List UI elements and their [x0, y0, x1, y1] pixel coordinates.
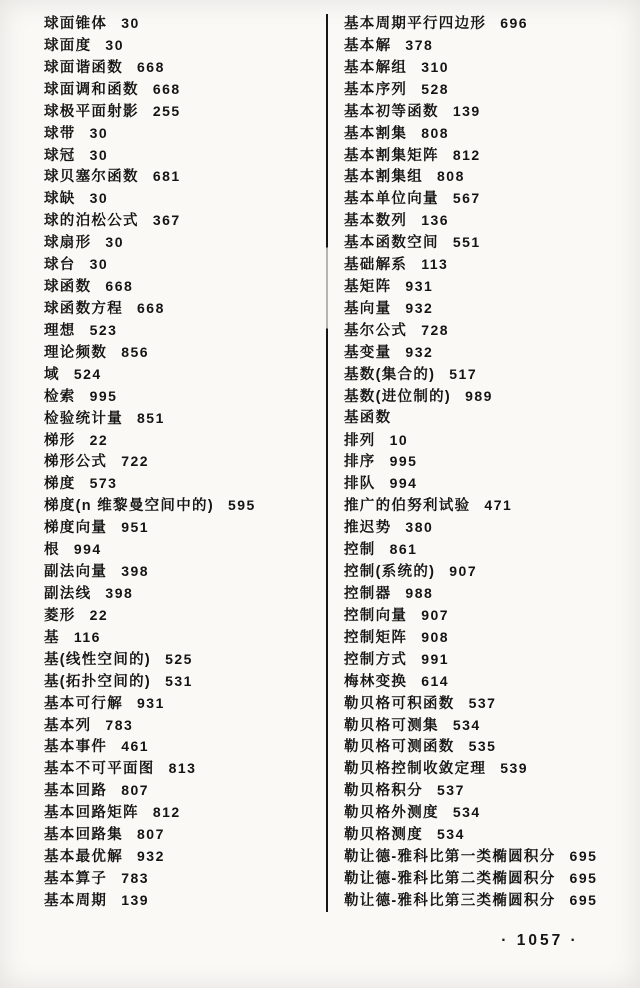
entry-page-number: 807: [121, 782, 150, 799]
entry-term: 副法向量: [44, 564, 108, 581]
index-entry: [344, 210, 638, 232]
entry-term: 基本解组: [344, 59, 408, 76]
entry-page-number: 30: [89, 124, 109, 141]
index-entry: [44, 561, 324, 583]
entry-page-number: 517: [449, 365, 478, 382]
index-entry: [344, 473, 638, 495]
entry-page-number: 696: [500, 15, 529, 31]
entry-term: 基本数列: [344, 213, 408, 230]
entry-term: 基础解系: [344, 257, 408, 274]
index-entry: [344, 232, 638, 254]
entry-page-number: 525: [165, 650, 193, 667]
entry-term: 球贝塞尔函数: [44, 169, 139, 186]
entry-page-number: 995: [89, 387, 118, 404]
entry-term: 控制矩阵: [344, 629, 408, 646]
entry-page-number: 995: [389, 453, 418, 470]
entry-page-number: 989: [465, 387, 493, 404]
entry-term: 梯度: [44, 476, 76, 493]
index-entry: [344, 386, 638, 408]
entry-page-number: 812: [152, 804, 181, 821]
entry-page-number: 30: [89, 256, 109, 273]
entry-term: 控制向量: [344, 607, 408, 624]
index-entry: [344, 868, 638, 890]
index-entry: [44, 342, 324, 364]
entry-term: 控制(系统的): [344, 564, 436, 581]
entry-page-number: 695: [569, 891, 598, 908]
entry-page-number: 932: [405, 299, 434, 316]
entry-page-number: 595: [227, 497, 256, 514]
entry-term: 根: [44, 542, 60, 559]
entry-page-number: 988: [405, 584, 434, 601]
entry-page-number: 113: [421, 256, 449, 273]
entry-page-number: 139: [452, 102, 481, 119]
entry-term: 控制器: [344, 585, 392, 602]
entry-page-number: 994: [73, 541, 102, 558]
index-entry: [44, 539, 324, 561]
entry-term: 梯度(n 维黎曼空间中的): [44, 498, 214, 515]
entry-term: 基变量: [344, 344, 392, 361]
entry-term: 勒让德-雅科比第三类椭圆积分: [344, 892, 556, 909]
entry-page-number: 931: [137, 694, 165, 711]
entry-term: 基矩阵: [344, 279, 392, 296]
index-entry: [344, 320, 638, 342]
entry-page-number: 461: [121, 738, 150, 755]
entry-term: 理想: [44, 322, 76, 339]
entry-term: 基本函数空间: [344, 235, 439, 252]
entry-page-number: 310: [421, 58, 450, 75]
index-entry: [44, 868, 324, 890]
entry-term: 基本列: [44, 717, 92, 734]
entry-page-number: 523: [89, 321, 118, 338]
index-entry: [344, 693, 638, 715]
index-entry: [344, 824, 638, 846]
entry-page-number: 668: [137, 58, 165, 75]
entry-term: 勒贝格可测集: [344, 717, 439, 734]
index-entry: [344, 57, 638, 79]
entry-page-number: 531: [165, 672, 193, 689]
index-entry: [44, 780, 324, 802]
index-entry: [44, 430, 324, 452]
entry-page-number: 668: [137, 299, 165, 316]
entry-term: 勒贝格测度: [344, 827, 423, 844]
entry-term: 勒贝格控制收敛定理: [344, 761, 487, 778]
index-column-right: [344, 13, 638, 912]
entry-term: 基本回路集: [44, 827, 123, 844]
entry-page-number: 932: [405, 343, 434, 360]
entry-page-number: 856: [121, 343, 150, 360]
index-entry: [44, 583, 324, 605]
index-entry: [344, 188, 638, 210]
index-entry: [344, 802, 638, 824]
entry-term: 副法线: [44, 585, 92, 602]
entry-term: 球台: [44, 257, 76, 274]
entry-page-number: 535: [468, 738, 497, 755]
entry-page-number: 668: [105, 278, 134, 295]
entry-page-number: 537: [437, 782, 465, 799]
entry-page-number: 728: [421, 321, 450, 338]
index-entry: [44, 188, 324, 210]
index-entry: [344, 758, 638, 780]
entry-term: 控制: [344, 542, 376, 559]
index-entry: [44, 13, 324, 35]
entry-page-number: 907: [449, 563, 478, 580]
entry-term: 勒让德-雅科比第二类椭圆积分: [344, 870, 556, 887]
entry-term: 基本初等函数: [344, 103, 439, 120]
entry-term: 球缺: [44, 191, 76, 208]
index-entry: [44, 517, 324, 539]
entry-page-number: 136: [421, 212, 450, 229]
entry-page-number: 668: [152, 80, 181, 97]
index-entry: [44, 451, 324, 473]
entry-term: 推迟势: [344, 520, 392, 537]
entry-page-number: 534: [437, 826, 465, 843]
entry-page-number: 30: [121, 15, 140, 31]
index-entry: [44, 671, 324, 693]
index-entry: [344, 495, 638, 517]
entry-page-number: 808: [437, 168, 465, 185]
index-entry: [44, 736, 324, 758]
index-entry: [344, 583, 638, 605]
index-entry: [44, 101, 324, 123]
entry-page-number: 722: [121, 453, 150, 470]
index-entry: [44, 758, 324, 780]
entry-page-number: 255: [152, 102, 181, 119]
entry-term: 球面谐函数: [44, 59, 123, 76]
entry-term: 基本割集组: [344, 169, 423, 186]
entry-term: 推广的伯努利试验: [344, 498, 471, 515]
index-entry: [344, 166, 638, 188]
index-entry: [44, 802, 324, 824]
index-entry: [44, 254, 324, 276]
index-entry: [344, 145, 638, 167]
entry-term: 基本解: [344, 37, 392, 54]
index-entry: [44, 320, 324, 342]
index-entry: [44, 79, 324, 101]
entry-term: 控制方式: [344, 651, 408, 668]
entry-page-number: 367: [152, 212, 181, 229]
index-entry: [344, 627, 638, 649]
entry-page-number: 551: [452, 234, 481, 251]
entry-term: 检索: [44, 388, 76, 405]
entry-page-number: 30: [105, 234, 124, 251]
index-entry: [344, 736, 638, 758]
entry-page-number: 567: [452, 190, 481, 207]
index-entry: [344, 254, 638, 276]
entry-page-number: 812: [452, 146, 481, 163]
entry-term: 基数(集合的): [344, 366, 436, 383]
entry-term: 球冠: [44, 147, 76, 164]
entry-page-number: 851: [137, 409, 165, 426]
entry-term: 球函数: [44, 279, 92, 296]
entry-term: 基本割集矩阵: [344, 147, 439, 164]
entry-term: 基本不可平面图: [44, 761, 155, 778]
entry-term: 基本可行解: [44, 695, 123, 712]
index-entry: [344, 715, 638, 737]
entry-term: 基本序列: [344, 81, 408, 98]
entry-page-number: 116: [73, 628, 101, 645]
entry-term: 域: [44, 366, 60, 383]
entry-page-number: 614: [421, 672, 450, 689]
index-entry: [44, 57, 324, 79]
entry-page-number: 573: [89, 475, 118, 492]
index-entry: [44, 890, 324, 912]
entry-page-number: 524: [73, 365, 102, 382]
entry-term: 梯度向量: [44, 520, 108, 537]
entry-term: 基本回路矩阵: [44, 805, 139, 822]
entry-term: 球带: [44, 125, 76, 142]
index-entry: [344, 780, 638, 802]
entry-page-number: 994: [389, 475, 418, 492]
entry-term: 基本单位向量: [344, 191, 439, 208]
entry-term: 球面调和函数: [44, 81, 139, 98]
entry-page-number: 139: [121, 891, 150, 908]
entry-term: 勒贝格可积函数: [344, 695, 455, 712]
index-entry: [44, 123, 324, 145]
entry-page-number: 22: [89, 606, 109, 623]
entry-term: 基本最优解: [44, 849, 123, 866]
entry-page-number: 30: [105, 36, 124, 53]
entry-page-number: 528: [421, 80, 450, 97]
entry-page-number: 908: [421, 628, 450, 645]
entry-page-number: 695: [569, 848, 598, 865]
entry-term: 勒贝格外测度: [344, 805, 439, 822]
index-entry: [344, 430, 638, 452]
entry-term: 基数(进位制的): [344, 388, 452, 405]
index-entry: [344, 539, 638, 561]
entry-term: 理论频数: [44, 344, 108, 361]
index-entry: [344, 846, 638, 868]
index-entry: [44, 298, 324, 320]
entry-page-number: 907: [421, 606, 450, 623]
index-entry: [344, 890, 638, 912]
entry-page-number: 991: [421, 650, 450, 667]
index-entry: [44, 210, 324, 232]
index-entry: [44, 846, 324, 868]
index-entry: [44, 276, 324, 298]
entry-term: 球的泊松公式: [44, 213, 139, 230]
index-entry: [44, 715, 324, 737]
entry-page-number: 783: [121, 869, 150, 886]
index-entry: [44, 386, 324, 408]
entry-page-number: 10: [389, 431, 409, 448]
index-entry: [344, 276, 638, 298]
index-entry: [344, 605, 638, 627]
page-number: · 1057 ·: [501, 932, 579, 949]
index-entry: [344, 101, 638, 123]
entry-term: 基尔公式: [344, 322, 408, 339]
entry-term: 基向量: [344, 300, 392, 317]
entry-page-number: 695: [569, 869, 598, 886]
index-entry: [44, 35, 324, 57]
entry-term: 勒贝格可测函数: [344, 739, 455, 756]
index-entry: [344, 342, 638, 364]
entry-term: 基本事件: [44, 739, 108, 756]
index-entry: [344, 13, 638, 35]
entry-page-number: 534: [452, 716, 481, 733]
entry-term: 检验统计量: [44, 410, 123, 427]
entry-term: 梯形: [44, 432, 76, 449]
entry-term: 梅林变换: [344, 673, 408, 690]
entry-page-number: 932: [137, 848, 165, 865]
entry-page-number: 30: [89, 190, 109, 207]
entry-page-number: 398: [121, 563, 150, 580]
index-entry: [344, 123, 638, 145]
index-entry: [344, 79, 638, 101]
entry-page-number: 398: [105, 584, 134, 601]
index-entry: [344, 298, 638, 320]
entry-term: 球极平面射影: [44, 103, 139, 120]
entry-term: 基: [44, 629, 60, 646]
entry-page-number: 681: [152, 168, 181, 185]
index-entry: [44, 627, 324, 649]
entry-term: 菱形: [44, 607, 76, 624]
index-entry: [344, 408, 638, 430]
index-entry: [344, 561, 638, 583]
entry-term: 基本割集: [344, 125, 408, 142]
entry-term: 基本回路: [44, 783, 108, 800]
entry-page-number: 807: [137, 826, 165, 843]
entry-page-number: 537: [468, 694, 497, 711]
entry-term: 基(拓扑空间的): [44, 673, 152, 690]
entry-term: 梯形公式: [44, 454, 108, 471]
entry-term: 排序: [344, 454, 376, 471]
index-entry: [344, 649, 638, 671]
index-entry: [44, 605, 324, 627]
entry-term: 球面锥体: [44, 16, 108, 32]
entry-page-number: 783: [105, 716, 134, 733]
entry-term: 基(线性空间的): [44, 651, 152, 668]
entry-term: 基本周期: [44, 892, 108, 909]
index-entry: [44, 232, 324, 254]
index-entry: [44, 649, 324, 671]
entry-page-number: 861: [389, 541, 418, 558]
entry-term: 排队: [344, 476, 376, 493]
entry-page-number: 808: [421, 124, 450, 141]
index-entry: [44, 145, 324, 167]
entry-page-number: 813: [168, 760, 197, 777]
column-divider-rule: [326, 14, 328, 912]
entry-term: 基本周期平行四边形: [344, 16, 487, 32]
entry-page-number: 22: [89, 431, 109, 448]
index-column-left: [44, 13, 324, 912]
entry-term: 基本算子: [44, 870, 108, 887]
entry-page-number: 951: [121, 519, 150, 536]
entry-term: 基函数: [344, 409, 392, 426]
index-entry: [44, 408, 324, 430]
entry-term: 球面度: [44, 37, 92, 54]
index-entry: [44, 824, 324, 846]
entry-term: 勒贝格积分: [344, 783, 423, 800]
index-entry: [44, 473, 324, 495]
entry-page-number: 539: [500, 760, 529, 777]
entry-term: 球函数方程: [44, 300, 123, 317]
index-entry: [44, 166, 324, 188]
index-entry: [344, 35, 638, 57]
index-entry: [344, 671, 638, 693]
index-entry: [344, 451, 638, 473]
index-entry: [44, 693, 324, 715]
index-entry: [44, 495, 324, 517]
index-entry: [344, 364, 638, 386]
index-entry: [44, 364, 324, 386]
entry-page-number: 534: [452, 804, 481, 821]
entry-page-number: 931: [405, 278, 434, 295]
entry-term: 排列: [344, 432, 376, 449]
entry-page-number: 378: [405, 36, 434, 53]
entry-term: 球扇形: [44, 235, 92, 252]
entry-page-number: 380: [405, 519, 434, 536]
entry-page-number: 471: [484, 497, 513, 514]
entry-page-number: 30: [89, 146, 109, 163]
index-entry: [344, 517, 638, 539]
entry-term: 勒让德-雅科比第一类椭圆积分: [344, 849, 556, 866]
